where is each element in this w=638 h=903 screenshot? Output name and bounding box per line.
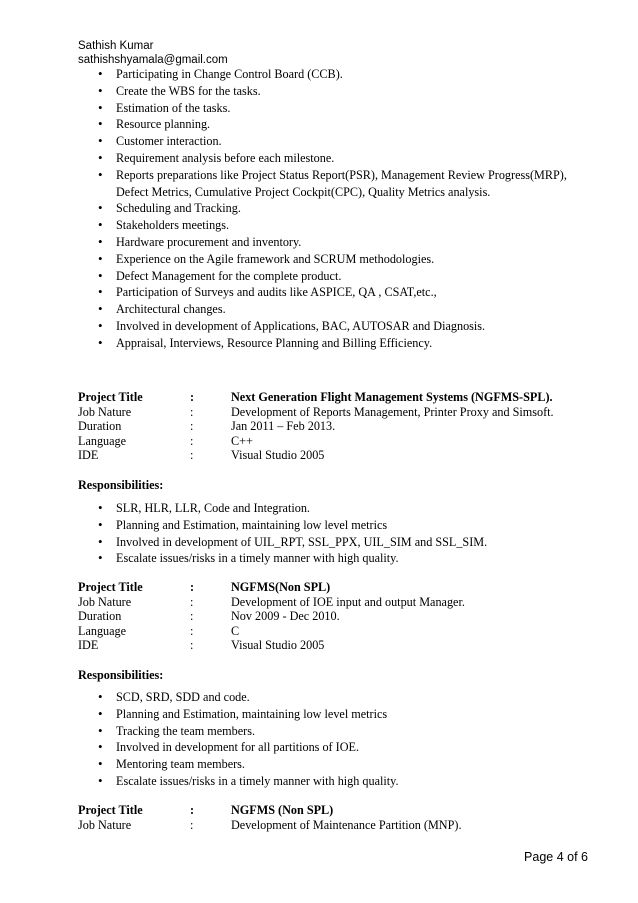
field-value: NGFMS(Non SPL): [231, 580, 331, 594]
field-label: IDE: [78, 638, 99, 652]
field-value: Development of IOE input and output Manager.: [231, 594, 465, 609]
list-item: • Stakeholders meetings.: [98, 217, 588, 234]
field-value: Jan 2011 – Feb 2013.: [231, 419, 336, 433]
field-colon: :: [190, 580, 195, 594]
field-colon: :: [190, 419, 194, 433]
list-item: • Requirement analysis before each milestone.: [98, 150, 588, 167]
field-colon: :: [190, 638, 194, 652]
field-colon: :: [190, 623, 194, 638]
list-item: • Defect Management for the complete product.: [98, 268, 588, 285]
responsibilities-heading: Responsibilities:: [78, 668, 164, 682]
job-nature-row: [78, 405, 598, 420]
list-item: • Resource planning.: [98, 116, 588, 133]
list-item: • Create the WBS for the tasks.: [98, 83, 588, 100]
duration-row: [78, 609, 598, 624]
field-value: Visual Studio 2005: [231, 448, 325, 462]
field-label: IDE: [78, 448, 99, 462]
job-nature-row: [78, 595, 598, 610]
list-item: • Escalate issues/risks in a timely manner with high quality.: [98, 773, 588, 790]
field-colon: :: [190, 448, 194, 462]
list-item: • Appraisal, Interviews, Resource Planning and Billing Efficiency.: [98, 335, 588, 352]
language-row: [78, 624, 598, 639]
responsibilities-heading: Responsibilities:: [78, 478, 164, 492]
list-item: • Involved in development of Applications, BAC, AUTOSAR and Diagnosis.: [98, 318, 588, 335]
field-colon: :: [190, 817, 194, 832]
field-colon: :: [190, 594, 194, 609]
duties-list: [98, 66, 588, 352]
list-item: • Escalate issues/risks in a timely manner with high quality.: [98, 550, 588, 567]
field-label: Duration: [78, 609, 122, 623]
project-details-3: [78, 803, 598, 832]
field-colon: :: [190, 404, 194, 419]
list-item: • Mentoring team members.: [98, 756, 588, 773]
field-label: Project Title: [78, 390, 143, 404]
field-value: Development of Maintenance Partition (MNP).: [231, 817, 462, 832]
list-item: • Hardware procurement and inventory.: [98, 234, 588, 251]
field-label: Job Nature: [78, 817, 132, 832]
author-name: Sathish Kumar: [78, 40, 154, 52]
field-value: Visual Studio 2005: [231, 638, 325, 652]
field-colon: :: [190, 390, 195, 404]
list-item: • Experience on the Agile framework and SCRUM methodologies.: [98, 251, 588, 268]
list-item: • Involved in development for all partitions of IOE.: [98, 739, 588, 756]
project-title-row: [78, 803, 598, 818]
list-item: • Reports preparations like Project Status Report(PSR), Management Review Progress(MRP), Defect Metrics, Cumulative Project Cockpit(CPC), Quality Metrics analysis.: [98, 167, 588, 201]
language-row: [78, 434, 598, 449]
list-item: • Estimation of the tasks.: [98, 100, 588, 117]
project-title-row: [78, 390, 598, 405]
page-header: [78, 39, 228, 67]
field-label: Project Title: [78, 580, 143, 594]
author-email: sathishshyamala@gmail.com: [78, 54, 228, 66]
field-label: Language: [78, 433, 127, 448]
field-value: Next Generation Flight Management Systems (NGFMS-SPL).: [231, 390, 553, 404]
project-details-2: [78, 580, 598, 653]
field-colon: :: [190, 803, 195, 817]
list-item: • Involved in development of UIL_RPT, SSL_PPX, UIL_SIM and SSL_SIM.: [98, 534, 588, 551]
page-number: Page 4 of 6: [524, 850, 588, 864]
list-item: • Tracking the team members.: [98, 723, 588, 740]
project-details-1: [78, 390, 598, 463]
list-item: • Participation of Surveys and audits like ASPICE, QA , CSAT,etc.,: [98, 284, 588, 301]
field-label: Duration: [78, 419, 122, 433]
responsibilities-list: [98, 500, 588, 567]
job-nature-row: [78, 818, 598, 833]
field-label: Job Nature: [78, 404, 132, 419]
ide-row: [78, 638, 598, 653]
list-item: • Participating in Change Control Board (CCB).: [98, 66, 588, 83]
list-item: • Scheduling and Tracking.: [98, 200, 588, 217]
field-value: Development of Reports Management, Printer Proxy and Simsoft.: [231, 404, 554, 419]
list-item: • Planning and Estimation, maintaining low level metrics: [98, 517, 588, 534]
field-label: Project Title: [78, 803, 143, 817]
list-item: • Customer interaction.: [98, 133, 588, 150]
project-title-row: [78, 580, 598, 595]
duration-row: [78, 419, 598, 434]
field-label: Language: [78, 623, 127, 638]
list-item: • SLR, HLR, LLR, Code and Integration.: [98, 500, 588, 517]
field-value: NGFMS (Non SPL): [231, 803, 334, 817]
field-value: C++: [231, 433, 253, 448]
list-item: • SCD, SRD, SDD and code.: [98, 689, 588, 706]
ide-row: [78, 448, 598, 463]
list-item: • Architectural changes.: [98, 301, 588, 318]
field-value: C: [231, 623, 240, 638]
list-item: • Planning and Estimation, maintaining low level metrics: [98, 706, 588, 723]
field-colon: :: [190, 609, 194, 623]
responsibilities-list: [98, 689, 588, 790]
field-value: Nov 2009 - Dec 2010.: [231, 609, 340, 623]
field-colon: :: [190, 433, 194, 448]
field-label: Job Nature: [78, 594, 132, 609]
